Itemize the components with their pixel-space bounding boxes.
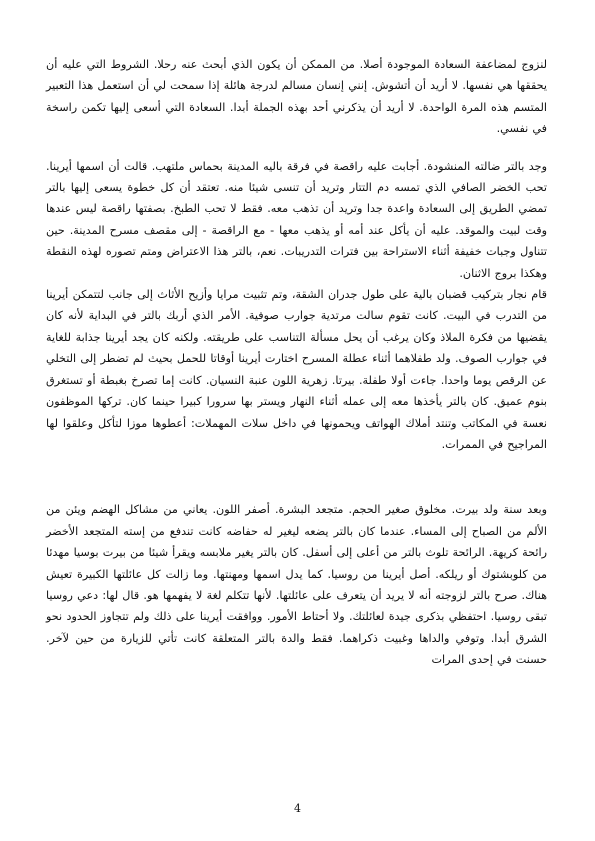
page-number: 4 — [294, 802, 301, 815]
paragraph-gap — [46, 140, 547, 156]
paragraph-2: وجد بالتر ضالته المنشودة. أجابت عليه راقصة في فرقة باليه المدينة بحماس ملتهب. قالت أن اسمها أيرينا. تحب الخضر الصافي الذي تمسه دم التتار وتريد أن تنسى شيئا منه. تعتقد أن كل خطوة يسعى إليها بالتر تمضي الطريق إلى السعادة واعدة جدا وتريد أن تذهب معه. فقط لا تحب الطبخ. بصفتها راقصة ليس عندها وقت لبيت والموقد. عليه أن يأكل عند أمه أو يذهب معها - مع الراقصة - إلى مقصف مسرح المدينة. حين تتناول وجبات خفيفة أثناء الاستراحة بين فترات التدريبات. نعم، بالتر هذا الاعتراض ومتم تصوره لهذه النقطة وهكذا بروج الاثنان. — [46, 159, 547, 280]
section-gap — [46, 455, 547, 499]
paragraph-1: لنزوج لمضاعفة السعادة الموجودة أصلا. من الممكن أن يكون الذي أبحث عنه رحلا. الشروط التي عليه أن يحققها هي نفسها. لا أريد أن أتشوش. إنني إنسان مسالم لدرجة هائلة إذا سمحت لي أن استعمل هذا التعبير المتسم هذه المرة الواحدة. لا أريد أن يذكرني أحد بهذه الجملة أبدا. السعادة التي أسعى إليها تكمن راسخة في نفسي. — [46, 58, 547, 136]
paragraph-3: قام نجار بتركيب قضبان بالية على طول جدران الشقة، وتم تثبيت مرايا وأزيح الأثاث إلى جانب لتتمكن أيرينا من التدرب في البيت. كانت تقوم سالت مرتدية جوارب صوفية. الأمر الذي أربك بالتر في البداية لأنه كان يقضيها من فكرة الملاذ وكان يرغب أن يحل مسألة التناسب على طريقته. ولكنه كان يجد أيرينا جذابة للغاية في جوارب الصوف. ولد طفلاهما أثناء عطلة المسرح اختارت أيرينا أوقاتا للحمل بحيث لم تضطر إلى التخلي عن الرقص يوما واحدا. جاءت أولا طفلة. بيرتا. زهرية اللون عنبة النسيان. كانت إما تصرخ بغبطة أو تستغرق بنوم عميق. كان بالتر يأخذها معه إلى عمله أثناء النهار ويستر بها سرورا كبيرا حينما كان. تركها الموظفون نعسة في المكاتب وتنتد أملاك الهواتف ويحمونها في داخل سلات المهملات: أعطوها موزا لتأكل وعلقوا لها المراجيح في الممرات. — [46, 288, 547, 451]
page-body — [46, 54, 547, 671]
paragraph-4: وبعد سنة ولد بيرت. مخلوق صغير الحجم. متجعد البشرة. أصفر اللون. يعاني من مشاكل الهضم ويئن من الألم من الصباح إلى المساء. عندما كان بالتر يضعه ليغير له حفاضه كانت تندفع من إسته المتجعد الأخضر رائحة كريهة. الرائحة تلوث بالتر من أعلى إلى أسفل. كان بالتر يغير ملابسه ويقرأ شيئا من بيرت بوسيا مهدئا من كلوبشتوك أو ريلكه. أصل أيرينا من روسيا. كما يدل اسمها ومهنتها. وما زالت كل عائلتها الكبيرة تعيش هناك. صرح بالتر لزوجته أنه لا يريد أن يتعرف على عائلتها. لأنها تتكلم لغة لا يفهمها هو. قال لها: دعي روسيا تبقى روسيا. احتفظي بذكرى جيدة لعائلتك. ولا أحتاط الأمور. ووافقت أيرينا على ذلك ولم تتجاوز الحدود نحو الشرق أبدا. وتوفي والداها وغبيت ذكراهما. فقط والدة بالتر المتعلقة كانت تأتي للزيارة من حين لآخر. حسنت في إحدى المرات — [46, 503, 547, 667]
